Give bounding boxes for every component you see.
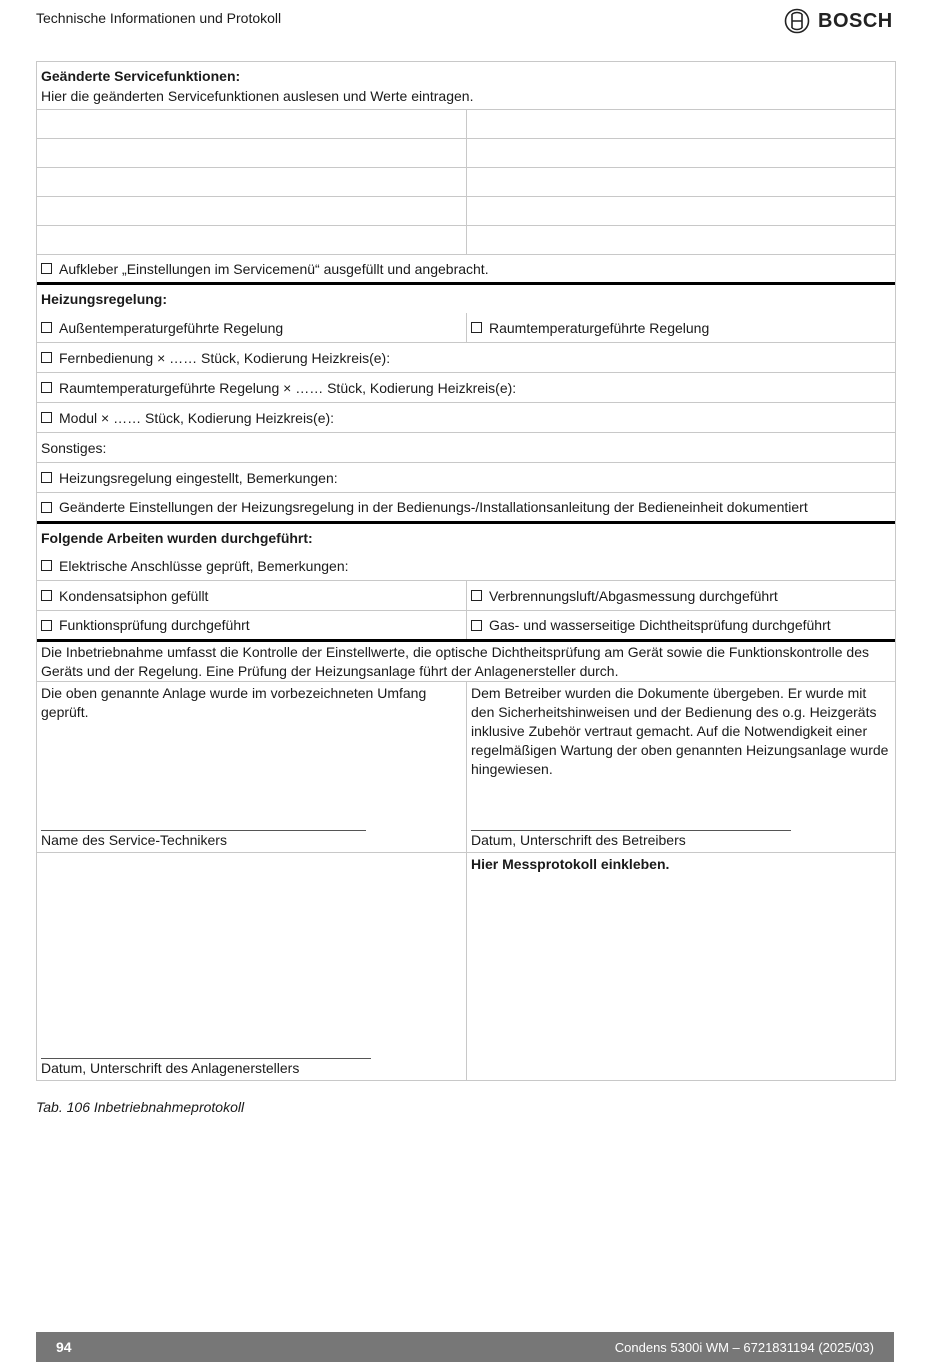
service-function-field[interactable] (37, 110, 466, 138)
room-control-checkbox[interactable] (471, 322, 482, 333)
service-entry-row (37, 197, 895, 226)
table-caption: Tab. 106 Inbetriebnahmeprotokoll (36, 1099, 245, 1115)
other-row (37, 433, 895, 463)
remote-row (37, 343, 895, 373)
room-units-label: Raumtemperaturgeführte Regelung × …… Stück, Kodierung Heizkreis(e): (59, 379, 517, 396)
service-value-field[interactable] (466, 168, 895, 196)
control-set-row (37, 463, 895, 493)
commissioning-note-row (37, 642, 895, 682)
documented-label: Geänderte Einstellungen der Heizungsregelung in der Bedienungs-/Installationsanleitung der Bedieneinheit dokumentiert (59, 499, 808, 515)
document-reference: Condens 5300i WM – 6721831194 (2025/03) (614, 1339, 874, 1355)
flue-label: Verbrennungsluft/Abgasmessung durchgeführt (489, 587, 778, 604)
siphon-label: Kondensatsiphon gefüllt (59, 587, 209, 604)
siphon-flue-row (37, 581, 895, 611)
regelung-type-row (37, 313, 895, 343)
documented-row (37, 493, 895, 524)
outdoor-control-checkbox[interactable] (41, 322, 52, 333)
module-row (37, 403, 895, 433)
technician-label: Name des Service-Technikers (41, 832, 227, 848)
page-header-title: Technische Informationen und Protokoll (36, 10, 282, 26)
commissioning-form (36, 61, 896, 1081)
service-function-field[interactable] (37, 139, 466, 167)
module-label: Modul × …… Stück, Kodierung Heizkreis(e): (59, 409, 335, 426)
remote-label: Fernbedienung × …… Stück, Kodierung Heizkreis(e): (59, 349, 391, 366)
electrical-checkbox[interactable] (41, 560, 52, 571)
outdoor-control-label: Außentemperaturgeführte Regelung (59, 319, 284, 336)
service-entry-row (37, 168, 895, 197)
service-value-field[interactable] (466, 197, 895, 225)
handover-statement: Dem Betreiber wurden die Dokumente übergeben. Er wurde mit den Sicherheitshinweisen und der Bedienung des o.g. Heizgeräts inklusive Zubehör vertraut gemacht. Auf die Notwendigkeit einer regelmäßigen Wartung der oben genannten Heizungsanlage wurde hingewiesen. (471, 685, 889, 777)
service-entry-row (37, 226, 895, 255)
service-heading-row (37, 62, 895, 110)
electrical-label: Elektrische Anschlüsse geprüft, Bemerkungen: (59, 557, 349, 574)
service-instruction: Hier die geänderten Servicefunktionen auslesen und Werte eintragen. (41, 87, 474, 104)
protocol-row (37, 853, 895, 1081)
commissioning-note: Die Inbetriebnahme umfasst die Kontrolle der Einstellwerte, die optische Dichtheitsprüfung am Gerät sowie die Funktionskontrolle des Geräts und der Regelung. Eine Prüfung der Heizungsanlage führt der Anlagenersteller durch. (41, 644, 869, 679)
sticker-row (37, 255, 895, 285)
control-set-checkbox[interactable] (41, 472, 52, 483)
documented-checkbox[interactable] (41, 502, 52, 513)
regelung-heading: Heizungsregelung: (41, 291, 168, 307)
siphon-checkbox[interactable] (41, 590, 52, 601)
service-function-field[interactable] (37, 168, 466, 196)
remote-checkbox[interactable] (41, 352, 52, 363)
function-test-label: Funktionsprüfung durchgeführt (59, 617, 250, 633)
measurement-protocol-area: Hier Messprotokoll einkleben. (471, 856, 670, 872)
service-entry-row (37, 139, 895, 168)
service-value-field[interactable] (466, 226, 895, 254)
operator-label: Datum, Unterschrift des Betreibers (471, 832, 686, 848)
electrical-row (37, 551, 895, 581)
sticker-checkbox[interactable] (41, 263, 52, 274)
page-footer (36, 1332, 894, 1362)
brand-name: BOSCH (818, 9, 893, 32)
regelung-heading-row (37, 285, 895, 313)
bosch-logo (784, 8, 893, 34)
checked-statement: Die oben genannte Anlage wurde im vorbezeichneten Umfang geprüft. (41, 685, 427, 720)
service-entry-row (37, 110, 895, 139)
service-function-field[interactable] (37, 226, 466, 254)
installer-label: Datum, Unterschrift des Anlagenerstellers (41, 1060, 300, 1076)
sticker-label: Aufkleber „Einstellungen im Servicemenü“ ausgefüllt und angebracht. (59, 260, 489, 277)
room-control-label: Raumtemperaturgeführte Regelung (489, 319, 710, 336)
control-set-label: Heizungsregelung eingestellt, Bemerkungen: (59, 469, 338, 486)
flue-checkbox[interactable] (471, 590, 482, 601)
room-units-checkbox[interactable] (41, 382, 52, 393)
signature-row (37, 682, 895, 853)
technician-signature-line[interactable] (41, 830, 366, 831)
service-heading: Geänderte Servicefunktionen: (41, 67, 241, 84)
other-label: Sonstiges: (41, 439, 107, 456)
page-number: 94 (56, 1339, 72, 1355)
module-checkbox[interactable] (41, 412, 52, 423)
work-heading: Folgende Arbeiten wurden durchgeführt: (41, 529, 313, 546)
function-test-checkbox[interactable] (41, 620, 52, 631)
service-value-field[interactable] (466, 110, 895, 138)
room-units-row (37, 373, 895, 403)
service-value-field[interactable] (466, 139, 895, 167)
work-heading-row (37, 524, 895, 551)
service-function-field[interactable] (37, 197, 466, 225)
leak-test-label: Gas- und wasserseitige Dichtheitsprüfung durchgeführt (489, 617, 831, 633)
bosch-armature-icon (784, 8, 810, 34)
operator-signature-line[interactable] (471, 830, 791, 831)
function-leak-row (37, 611, 895, 642)
leak-test-checkbox[interactable] (471, 620, 482, 631)
